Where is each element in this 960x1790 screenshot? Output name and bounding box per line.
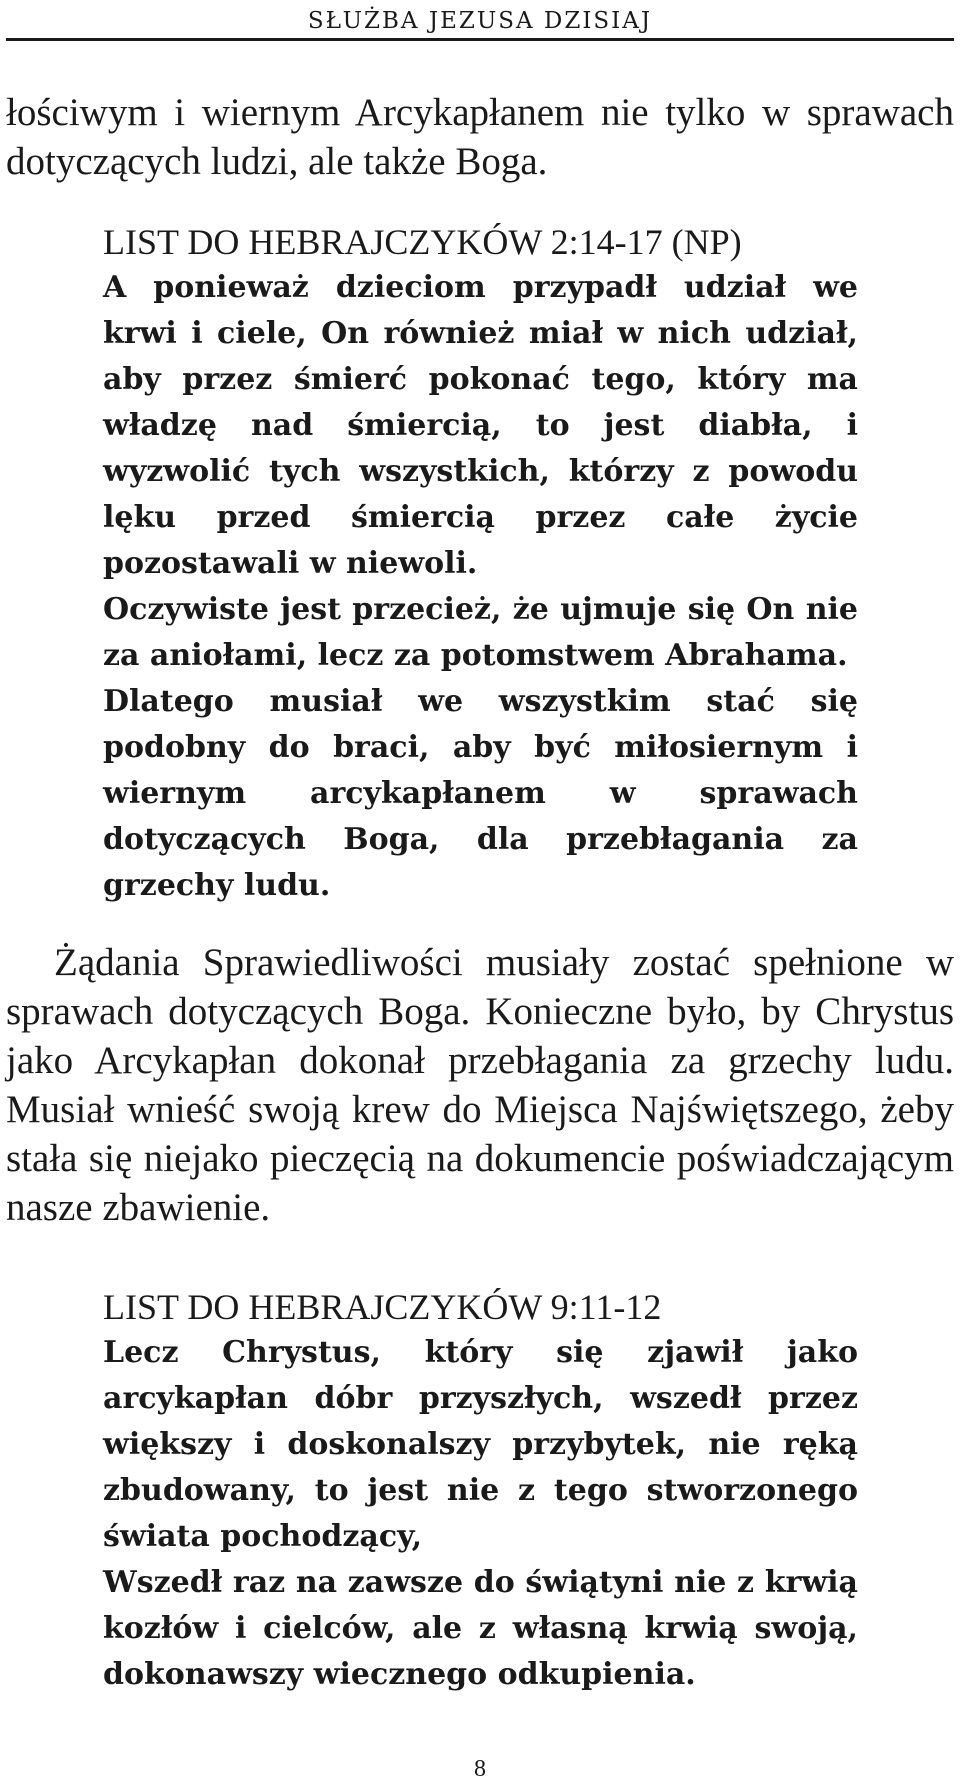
body-paragraph — [6, 938, 954, 1232]
quote-reference: LIST DO HEBRAJCZYKÓW 9:11-12 — [103, 1287, 662, 1327]
running-header-title: SŁUŻBA JEZUSA DZISIAJ — [307, 8, 653, 34]
quote-verse: A ponieważ dzieciom przypadł udział we krwi i ciele, On również miał w nich udział, aby przez śmierć pokonać tego, który ma władzę nad śmiercią, to jest diabła, i wyzwolić tych wszystkich, którzy z powodu lęku przed śmiercią przez całe życie pozostawali w niewoli. — [103, 270, 858, 581]
body-paragraph-continuation — [6, 88, 954, 186]
quote-verse: Dlatego musiał we wszystkim stać się podobny do braci, aby być miłosiernym i wiernym arcykapłanem w sprawach dotyczących Boga, dla przebłagania za grzechy ludu. — [103, 684, 858, 903]
quote-verse: Wszedł raz na zawsze do świątyni nie z krwią kozłów i cielców, ale z własną krwią swoją, dokonawszy wiecznego odkupienia. — [103, 1565, 858, 1692]
header-rule — [6, 38, 954, 41]
quote-verse: Lecz Chrystus, który się zjawił jako arcykapłan dóbr przyszłych, wszedł przez większy i doskonalszy przybytek, nie ręką zbudowany, to jest nie z tego stworzonego świata pochodzący, — [103, 1335, 858, 1554]
quote-reference: LIST DO HEBRAJCZYKÓW 2:14-17 (NP) — [103, 222, 742, 262]
continuation-text: łościwym i wiernym Arcykapłanem nie tylko w sprawach dotyczących ludzi, ale także Boga. — [6, 91, 954, 183]
quote-verse: Oczywiste jest przecież, że ujmuje się On nie za aniołami, lecz za potomstwem Abrahama. — [103, 592, 858, 673]
page-number: 8 — [474, 1756, 486, 1782]
quote-block-hebrews-2 — [103, 219, 858, 909]
quote-block-hebrews-9 — [103, 1284, 858, 1698]
paragraph-text: Żądania Sprawiedliwości musiały zostać spełnione w sprawach dotyczących Boga. Konieczne było, by Chrystus jako Arcykapłan dokonał przebłagania za grzechy ludu. Musiał wnieść swoją krew do Miejsca Najświętszego, żeby stała się niejako pieczęcią na dokumencie poświadczającym nasze zbawienie. — [6, 941, 954, 1229]
